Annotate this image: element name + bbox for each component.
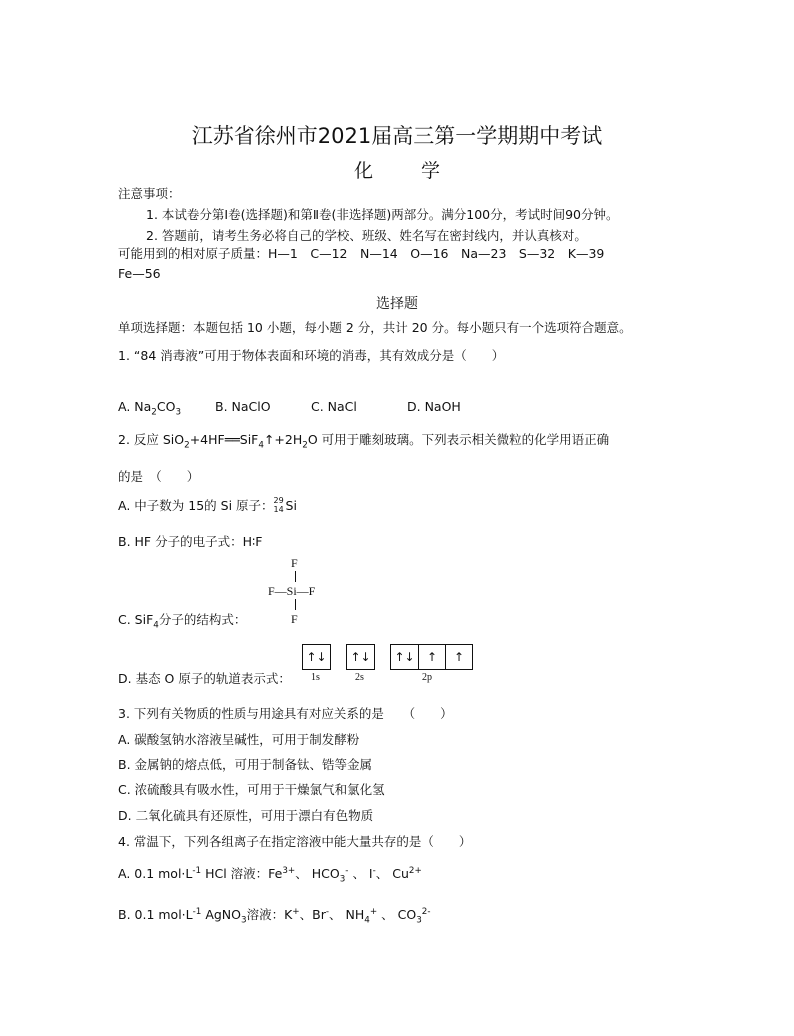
orbital-2p: ↑↓ ↑ ↑ — [390, 644, 473, 670]
q3-option-c: C. 浓硫酸具有吸水性，可用于干燥氯气和氯化氢 — [118, 782, 385, 797]
subject-title — [0, 156, 794, 183]
notice-heading: 注意事项： — [118, 186, 181, 201]
struct-middle: F—Si—F — [268, 584, 316, 598]
atomic-number: 14 — [273, 505, 284, 514]
bond-bottom — [295, 599, 296, 610]
orbital-1s: ↑↓ — [302, 644, 331, 670]
notice-item-2: 2. 答题前，请考生务必将自己的学校、班级、姓名写在密封线内，并认真核对。 — [146, 228, 587, 243]
q1-option-b: B. NaClO — [215, 399, 271, 414]
subject-char-1: 化 — [353, 160, 373, 182]
page-title: 江苏省徐州市2021届高三第一学期期中考试 — [191, 124, 603, 148]
orbital-label-1s: 1s — [311, 672, 320, 683]
notice-item-1: 1. 本试卷分第Ⅰ卷(选择题)和第Ⅱ卷(非选择题)两部分。满分100分，考试时间90分钟。 — [146, 207, 619, 222]
bond-top — [295, 571, 296, 582]
orbital-label-2p: 2p — [422, 672, 432, 683]
q1-option-d: D. NaOH — [407, 399, 461, 414]
q2-stem-line-2: 的是 （ ） — [118, 469, 200, 484]
q2-option-d: D. 基态 O 原子的轨道表示式： — [118, 671, 291, 686]
q4-option-a: A. 0.1 $mol\cdot L^{-1}$ HCl 溶液：$Fe^{3+}$、 $HCO_3^-$ 、 I-、 $Cu^{2+}$ — [118, 865, 422, 885]
atomic-masses-line-2: Fe—56 — [118, 266, 161, 281]
atomic-masses-line-1: 可能用到的相对原子质量：H—1 C—12 N—14 O—16 Na—23 S—32 K—39 — [118, 246, 605, 261]
q3-stem: 3. 下列有关物质的性质与用途具有对应关系的是 （ ） — [118, 706, 453, 721]
q4-stem: 4. 常温下，下列各组离子在指定溶液中能大量共存的是（ ） — [118, 834, 472, 849]
q2-option-b: B. HF 分子的电子式：H∶F — [118, 534, 263, 549]
section-title: 选择题 — [376, 296, 418, 312]
struct-f-bottom: F — [291, 612, 298, 626]
mass-number: 29 — [273, 496, 284, 505]
q3-option-d: D. 二氧化硫具有还原性，可用于漂白有色物质 — [118, 808, 374, 823]
q3-option-b: B. 金属钠的熔点低，可用于制备钛、锆等金属 — [118, 757, 373, 772]
q1-option-a: A. $Na_2CO_3$ — [118, 399, 182, 418]
q1-option-c: C. NaCl — [311, 399, 357, 414]
q2-option-a: A. 中子数为 15的 Si 原子： 29 14 Si — [118, 496, 297, 514]
orbital-label-2s: 2s — [355, 672, 364, 683]
subject-char-2: 学 — [421, 160, 441, 182]
q2-stem: 2. 反应 $SiO_2+4HF══SiF_4↑+2H_2O$ 可用于雕刻玻璃。下列表示相关微粒的化学用语正确 — [118, 432, 610, 451]
struct-f-top: F — [291, 556, 298, 570]
q1-stem: 1. “84 消毒液”可用于物体表面和环境的消毒，其有效成分是（ ） — [118, 348, 505, 363]
orbital-2s: ↑↓ — [346, 644, 375, 670]
q2-option-c: C. SiF$_4$分子的结构式： — [118, 612, 247, 631]
section-instruction: 单项选择题：本题包括 10 小题，每小题 2 分，共计 20 分。每小题只有一个选项符合题意。 — [118, 320, 632, 335]
q3-option-a: A. 碳酸氢钠水溶液呈碱性，可用于制发酵粉 — [118, 732, 360, 747]
q4-option-b: B. 0.1 $mol\cdot L^{-1}$ AgNO$_3$溶液：K+、Br-、 $NH_4^+$ 、 $CO_3^{2-}$ — [118, 906, 431, 926]
